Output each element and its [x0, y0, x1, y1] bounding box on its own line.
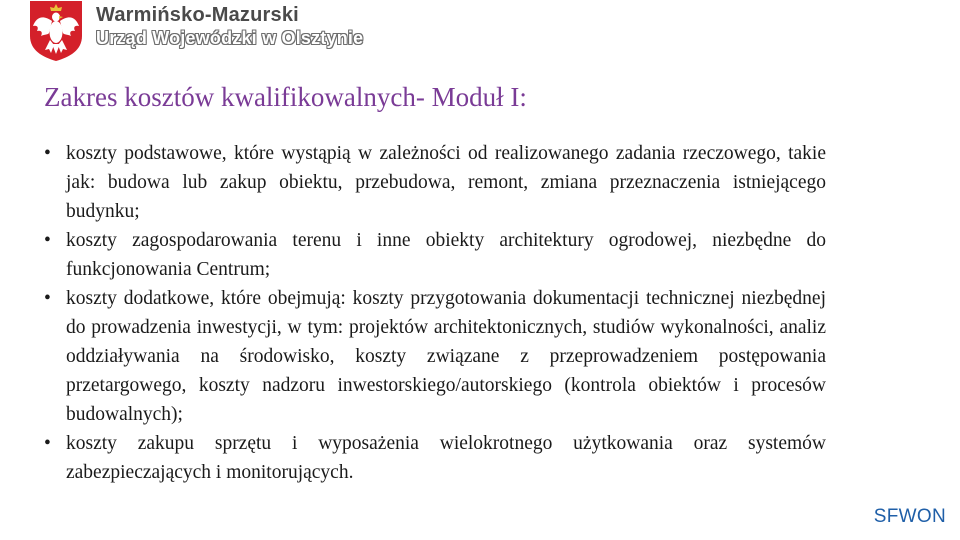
footer-brand: SFWON: [873, 506, 946, 527]
list-item: [44, 284, 826, 429]
list-item-text: koszty zagospodarowania terenu i inne obiekty architektury ogrodowej, niezbędne do funkcjonowania Centrum;: [66, 230, 826, 280]
office-name: Urząd Wojewódzki w Olsztynie: [96, 28, 364, 48]
white-eagle-emblem-icon: [28, 0, 84, 62]
cost-list: [44, 139, 826, 487]
list-item-text: koszty dodatkowe, które obejmują: koszty przygotowania dokumentacji technicznej niezbędnej do prowadzenia inwestycji, w tym: projektów architektonicznych, studiów wykonalności, analiz oddziaływania na środowisko, koszty związane z przeprowadzeniem postępowania przetargowego, koszty nadzoru inwestorskiego/autorskiego (kontrola obiektów i procesów budowalnych);: [66, 288, 826, 425]
list-item: [44, 139, 826, 226]
org-name: Warmińsko-Mazurski: [96, 4, 299, 26]
bullet-icon: •: [44, 433, 51, 454]
bullet-icon: •: [44, 288, 51, 309]
bullet-icon: •: [44, 230, 51, 251]
list-item-text: koszty zakupu sprzętu i wyposażenia wielokrotnego użytkowania oraz systemów zabezpieczających i monitorujących.: [66, 433, 826, 483]
slide-title: Zakres kosztów kwalifikowalnych- Moduł I:: [44, 82, 527, 112]
header: [28, 0, 363, 62]
list-item: [44, 429, 826, 487]
bullet-icon: •: [44, 143, 51, 164]
list-item-text: koszty podstawowe, które wystąpią w zależności od realizowanego zadania rzeczowego, takie jak: budowa lub zakup obiektu, przebudowa, remont, zmiana przeznaczenia istniejącego budynku;: [66, 143, 826, 222]
list-item: [44, 226, 826, 284]
